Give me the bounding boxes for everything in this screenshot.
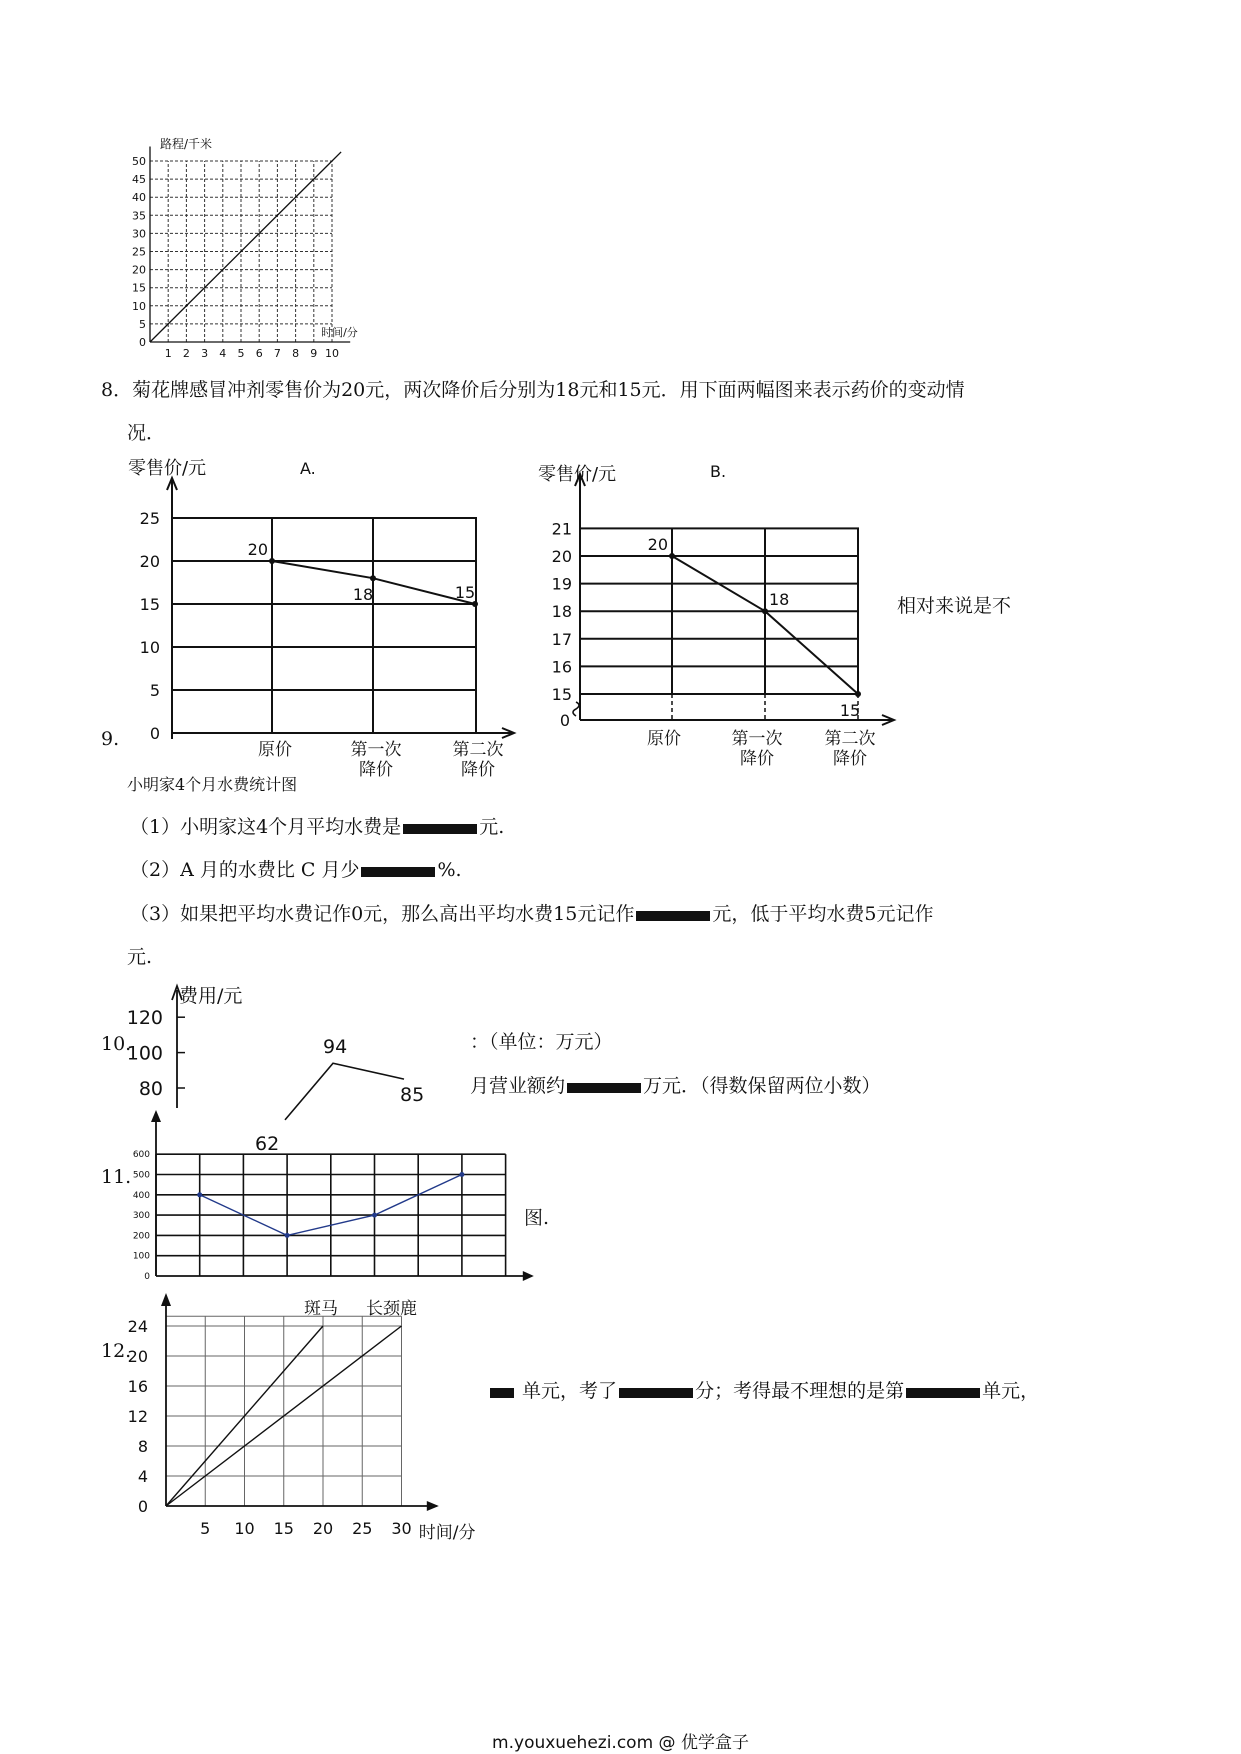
q9-part2 <box>130 858 462 882</box>
q9-part1 <box>130 815 504 839</box>
y-tick-label: 45 <box>132 173 146 187</box>
data-point <box>372 1213 377 1218</box>
q9-number: 9. <box>101 728 120 750</box>
x-category-label: 降价 <box>359 760 393 780</box>
price-chart-a <box>120 450 520 794</box>
series-label: 长颈鹿 <box>366 1299 417 1319</box>
q9-part3-text-mid: 元，低于平均水费5元记作 <box>712 903 934 925</box>
q11-number: 11. <box>101 1166 132 1188</box>
y-tick-label: 20 <box>139 552 160 571</box>
q8-line2: 况． <box>127 422 166 444</box>
data-label: 18 <box>352 585 374 605</box>
data-point <box>269 558 275 564</box>
x-axis-arrow <box>427 1501 439 1511</box>
x-tick-label: 5 <box>200 1519 211 1538</box>
y-tick-label: 120 <box>126 1007 163 1030</box>
y-tick-label: 0 <box>559 711 570 730</box>
x-tick-label: 3 <box>201 347 209 360</box>
x-tick-label: 6 <box>255 347 263 360</box>
x-category-label: 第一次 <box>731 729 783 749</box>
x-tick-label: 5 <box>237 347 245 360</box>
chart-title: B. <box>710 462 727 481</box>
q9-part3-end: 元. <box>127 946 153 968</box>
data-point <box>762 608 768 614</box>
y-tick-label: 4 <box>137 1467 148 1486</box>
y-axis-arrow <box>151 1110 161 1122</box>
data-label: 15 <box>454 583 476 602</box>
x-category-label: 降价 <box>740 749 774 769</box>
y-tick-label: 24 <box>127 1317 148 1336</box>
q9-part3-text: （3）如果把平均水费记作0元，那么高出平均水费15元记作 <box>130 903 635 925</box>
q10-text-a: 月营业额约 <box>470 1075 566 1097</box>
answer-blank <box>906 1388 980 1398</box>
x-category-label: 降价 <box>833 749 867 769</box>
answer-blank <box>361 867 435 877</box>
answer-blank <box>403 824 477 834</box>
q9-part2-text: （2）A 月的水费比 C 月少 <box>130 859 360 881</box>
y-tick-label: 12 <box>127 1407 148 1426</box>
y-tick-label: 30 <box>132 227 146 241</box>
y-axis-label: 路程/千米 <box>160 137 213 151</box>
q10-number: 10. <box>101 1033 132 1055</box>
y-axis-label: 费用/元 <box>179 985 243 1007</box>
y-tick-label: 10 <box>132 299 146 313</box>
x-axis-label: 时间/分 <box>321 326 358 339</box>
y-axis-label: 零售价/元 <box>538 464 617 485</box>
y-tick-label: 19 <box>551 574 572 594</box>
y-tick-label: 200 <box>132 1231 150 1242</box>
data-point <box>370 575 376 581</box>
q9-part3 <box>130 902 1008 926</box>
y-tick-label: 100 <box>132 1251 150 1262</box>
q10-text-b: 万元．（得数保留两位小数） <box>643 1075 881 1097</box>
x-tick-label: 25 <box>352 1519 373 1538</box>
x-category-label: 第二次 <box>452 740 504 760</box>
q9-part1-unit: 元. <box>479 816 505 838</box>
y-tick-label: 0 <box>144 1272 150 1282</box>
data-point <box>855 691 861 697</box>
y-tick-label: 500 <box>132 1170 150 1181</box>
q9-part2-unit: %. <box>437 859 462 881</box>
price-chart-b <box>530 450 900 790</box>
y-tick-label: 25 <box>132 245 146 259</box>
q10-question-text <box>470 1074 881 1098</box>
q12-text-b: 分；考得最不理想的是第 <box>695 1380 905 1402</box>
x-category-label: 第二次 <box>824 729 876 749</box>
q11-peek-text: 图. <box>524 1207 550 1229</box>
y-tick-label: 0 <box>149 724 160 743</box>
y-axis-label: 零售价/元 <box>128 458 207 479</box>
data-label: 94 <box>323 1036 348 1059</box>
y-tick-label: 25 <box>139 509 160 528</box>
y-tick-label: 15 <box>132 281 146 295</box>
q9-part1-text: （1）小明家这4个月平均水费是 <box>130 816 402 838</box>
plot-frame <box>172 518 476 733</box>
y-tick-label: 8 <box>137 1437 148 1456</box>
y-tick-label: 80 <box>138 1078 163 1100</box>
y-tick-label: 20 <box>127 1347 148 1366</box>
x-axis-label: 时间/分 <box>418 1523 476 1543</box>
q12-peek-text <box>488 1379 1039 1403</box>
y-tick-label: 15 <box>551 685 572 704</box>
data-point <box>285 1233 290 1238</box>
q12-text-a: 单元，考了 <box>522 1380 618 1402</box>
data-point <box>459 1172 464 1177</box>
y-tick-label: 20 <box>132 263 146 277</box>
axis-break-mark <box>573 702 579 716</box>
data-point <box>669 553 675 559</box>
q8-text: 菊花牌感冒冲剂零售价为20元，两次降价后分别为18元和15元．用下面两幅图来表示药价的变动情 <box>132 379 965 401</box>
q8-peek-text: 相对来说是不 <box>897 595 1012 617</box>
x-tick-label: 10 <box>325 347 339 360</box>
y-tick-label: 0 <box>139 336 146 349</box>
x-tick-label: 15 <box>273 1519 294 1538</box>
x-category-label: 原价 <box>258 740 292 760</box>
x-category-label: 原价 <box>647 729 681 749</box>
x-tick-label: 1 <box>164 347 172 360</box>
y-tick-label: 16 <box>551 657 572 677</box>
data-label: 20 <box>647 535 668 554</box>
y-tick-label: 300 <box>132 1211 150 1222</box>
data-label: 18 <box>769 590 790 610</box>
answer-blank <box>567 1083 641 1093</box>
x-tick-label: 2 <box>182 347 190 360</box>
q8-number: 8． <box>101 379 133 401</box>
data-label: 15 <box>839 701 861 720</box>
x-tick-label: 9 <box>310 347 318 360</box>
q8-line1 <box>101 378 965 402</box>
grid-line-chart <box>128 1108 550 1288</box>
x-tick-label: 8 <box>292 347 300 360</box>
zebra-giraffe-chart <box>127 1290 508 1543</box>
answer-blank <box>619 1388 693 1398</box>
y-tick-label: 100 <box>126 1042 163 1065</box>
x-tick-label: 30 <box>391 1519 412 1538</box>
series-label: 斑马 <box>304 1299 338 1319</box>
y-tick-label: 5 <box>149 681 160 700</box>
data-label: 62 <box>255 1132 280 1155</box>
water-cost-chart <box>120 976 460 1155</box>
footer-watermark: m.youxuehezi.com @ 优学盒子 <box>492 1733 749 1753</box>
y-tick-label: 21 <box>551 519 572 539</box>
y-tick-label: 400 <box>132 1190 150 1201</box>
q12-number: 12. <box>101 1340 132 1362</box>
y-tick-label: 5 <box>139 317 146 331</box>
data-point <box>197 1192 202 1197</box>
y-tick-label: 600 <box>132 1150 150 1161</box>
x-tick-label: 4 <box>219 347 227 360</box>
y-tick-label: 20 <box>551 547 572 566</box>
series-line-extension <box>332 152 341 161</box>
answer-blank <box>490 1388 514 1398</box>
x-tick-label: 7 <box>273 347 281 360</box>
y-tick-label: 40 <box>132 191 146 205</box>
q9-chart-caption-cut: 小明家4个月水费统计图 <box>127 775 298 794</box>
y-tick-label: 17 <box>551 629 572 649</box>
y-tick-label: 0 <box>137 1497 148 1516</box>
distance-time-chart <box>128 132 418 372</box>
y-axis-arrow <box>161 1293 171 1306</box>
y-tick-label: 35 <box>132 209 146 223</box>
data-label: 85 <box>400 1084 425 1107</box>
q10-unit-text: ：（单位：万元） <box>470 1031 613 1053</box>
y-tick-label: 15 <box>139 595 160 614</box>
x-tick-label: 20 <box>312 1519 334 1538</box>
y-tick-label: 16 <box>127 1377 148 1396</box>
x-tick-label: 10 <box>234 1519 255 1538</box>
data-label: 20 <box>247 540 268 559</box>
y-tick-label: 50 <box>132 155 146 168</box>
x-category-label: 第一次 <box>350 740 402 760</box>
chart-title: A. <box>300 459 316 478</box>
y-tick-label: 10 <box>139 638 160 657</box>
q12-text-c: 单元， <box>982 1380 1040 1402</box>
answer-blank <box>636 911 710 921</box>
x-category-label: 降价 <box>461 760 495 780</box>
y-tick-label: 18 <box>551 602 572 622</box>
x-axis-arrow <box>523 1271 534 1281</box>
